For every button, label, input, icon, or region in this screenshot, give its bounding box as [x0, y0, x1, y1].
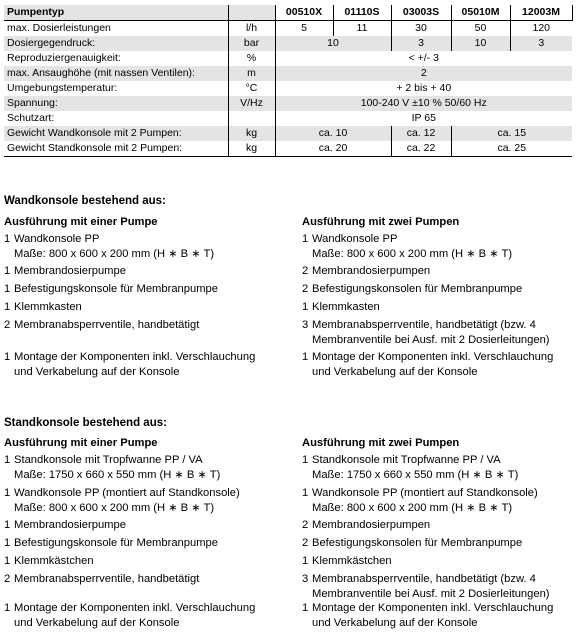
item-subtext: und Verkabelung auf der Konsole: [14, 366, 180, 378]
item-quantity: 1: [4, 265, 11, 277]
row-value: ca. 25: [451, 141, 572, 157]
row-label: max. Dosierleistungen: [4, 21, 228, 37]
row-value: 30: [391, 21, 451, 37]
row-label: Dosiergegendruck:: [4, 36, 228, 51]
item-subtext: Membranventile bei Ausf. mit 2 Dosierleitungen): [312, 334, 550, 346]
right-column-title: Ausführung mit zwei Pumpen: [302, 437, 460, 449]
row-value: IP 65: [275, 111, 572, 126]
row-value: 10: [451, 36, 510, 51]
list-item: [4, 554, 94, 569]
row-value: ca. 15: [451, 126, 572, 141]
item-text: Wandkonsole PP: [312, 233, 398, 245]
item-text: Montage der Komponenten inkl. Verschlauchung: [14, 602, 256, 614]
row-label: Schutzart:: [4, 111, 228, 126]
right-column-title: Ausführung mit zwei Pumpen: [302, 216, 460, 228]
row-label: Gewicht Standkonsole mit 2 Pumpen:: [4, 141, 228, 157]
item-text: Membrandosierpumpe: [14, 519, 126, 531]
list-item: [4, 282, 218, 297]
list-item: [302, 232, 512, 262]
header-label: Pumpentyp: [4, 5, 228, 21]
row-value: 3: [391, 36, 451, 51]
item-subtext: Maße: 800 x 600 x 200 mm (H ∗ B ∗ T): [14, 502, 215, 514]
item-quantity: 1: [4, 283, 11, 295]
item-subtext: Maße: 1750 x 660 x 550 mm (H ∗ B ∗ T): [14, 469, 221, 481]
item-subtext: Maße: 800 x 600 x 200 mm (H ∗ B ∗ T): [312, 502, 513, 514]
row-label: Spannung:: [4, 96, 228, 111]
list-item: [302, 300, 380, 315]
row-value: 11: [333, 21, 391, 37]
item-text: Membranabsperrventile, handbetätigt (bzw. 4: [312, 573, 536, 585]
left-column-title: Ausführung mit einer Pumpe: [4, 216, 158, 228]
table-row: [4, 21, 572, 37]
model-header-3: 05010M: [451, 5, 510, 21]
item-subtext: und Verkabelung auf der Konsole: [14, 617, 180, 629]
item-quantity: 1: [302, 301, 309, 313]
item-quantity: 3: [302, 573, 309, 585]
row-value: ca. 22: [391, 141, 451, 157]
table-row: [4, 111, 572, 126]
item-text: Membranabsperrventile, handbetätigt: [14, 319, 200, 331]
section-title: Standkonsole bestehend aus:: [4, 417, 167, 429]
list-item: [4, 453, 220, 483]
item-quantity: 1: [302, 555, 309, 567]
item-text: Klemmkasten: [312, 301, 380, 313]
item-quantity: 2: [302, 537, 309, 549]
row-label: Reproduziergenauigkeit:: [4, 51, 228, 66]
table-row: [4, 96, 572, 111]
item-quantity: 1: [302, 454, 309, 466]
row-unit: °C: [228, 81, 275, 96]
item-text: Wandkonsole PP (montiert auf Standkonsole): [312, 487, 538, 499]
item-subtext: Membranventile bei Ausf. mit 2 Dosierleitungen): [312, 588, 550, 600]
list-item: [302, 536, 522, 551]
item-text: Membrandosierpumpen: [312, 519, 431, 531]
row-value: + 2 bis + 40: [275, 81, 572, 96]
row-value: 50: [451, 21, 510, 37]
item-quantity: 1: [4, 555, 11, 567]
row-unit: m: [228, 66, 275, 81]
row-value: 10: [275, 36, 391, 51]
item-text: Befestigungskonsolen für Membranpumpe: [312, 283, 523, 295]
item-quantity: 1: [4, 233, 11, 245]
item-quantity: 1: [302, 602, 309, 614]
item-quantity: 1: [302, 487, 309, 499]
list-item: [4, 486, 240, 516]
pump-spec-table: [4, 5, 573, 157]
list-item: [4, 264, 126, 279]
list-item: [302, 264, 430, 279]
row-unit: %: [228, 51, 275, 66]
item-quantity: 1: [4, 454, 11, 466]
item-text: Befestigungskonsole für Membranpumpe: [14, 537, 218, 549]
item-text: Standkonsole mit Tropfwanne PP / VA: [14, 454, 203, 466]
item-quantity: 1: [302, 351, 309, 363]
table-row: [4, 141, 572, 157]
item-quantity: 1: [4, 351, 11, 363]
item-quantity: 2: [302, 519, 309, 531]
row-value: 100-240 V ±10 % 50/60 Hz: [275, 96, 572, 111]
item-text: Membranabsperrventile, handbetätigt (bzw. 4: [312, 319, 536, 331]
row-value: 3: [510, 36, 572, 51]
row-value: ca. 10: [275, 126, 391, 141]
table-row: [4, 51, 572, 66]
list-item: [4, 300, 82, 315]
section-title: Wandkonsole bestehend aus:: [4, 195, 166, 207]
list-item: [302, 572, 550, 602]
row-value: < +/- 3: [275, 51, 572, 66]
row-unit: kg: [228, 141, 275, 157]
item-quantity: 2: [302, 283, 309, 295]
item-quantity: 3: [302, 319, 309, 331]
item-quantity: 1: [302, 233, 309, 245]
item-text: Klemmkästchen: [14, 555, 94, 567]
item-quantity: 1: [4, 301, 11, 313]
list-item: [302, 318, 550, 348]
item-text: Montage der Komponenten inkl. Verschlauchung: [312, 351, 554, 363]
list-item: [302, 350, 553, 380]
row-value: 120: [510, 21, 572, 37]
item-quantity: 2: [4, 573, 11, 585]
item-subtext: und Verkabelung auf der Konsole: [312, 366, 478, 378]
item-text: Membranabsperrventile, handbetätigt: [14, 573, 200, 585]
item-quantity: 2: [302, 265, 309, 277]
list-item: [302, 453, 518, 483]
list-item: [302, 554, 392, 569]
item-text: Standkonsole mit Tropfwanne PP / VA: [312, 454, 501, 466]
item-text: Membrandosierpumpe: [14, 265, 126, 277]
row-label: max. Ansaughöhe (mit nassen Ventilen):: [4, 66, 228, 81]
item-quantity: 2: [4, 319, 11, 331]
row-label: Gewicht Wandkonsole mit 2 Pumpen:: [4, 126, 228, 141]
list-item: [4, 536, 218, 551]
table-row: [4, 36, 572, 51]
list-item: [302, 486, 538, 516]
model-header-2: 03003S: [391, 5, 451, 21]
item-text: Befestigungskonsolen für Membranpumpe: [312, 537, 523, 549]
table-row: [4, 126, 572, 141]
item-text: Membrandosierpumpen: [312, 265, 431, 277]
item-text: Montage der Komponenten inkl. Verschlauchung: [14, 351, 256, 363]
model-header-1: 01110S: [333, 5, 391, 21]
item-quantity: 1: [4, 537, 11, 549]
item-subtext: Maße: 800 x 600 x 200 mm (H ∗ B ∗ T): [312, 248, 513, 260]
row-value: ca. 20: [275, 141, 391, 157]
item-subtext: Maße: 800 x 600 x 200 mm (H ∗ B ∗ T): [14, 248, 215, 260]
list-item: [4, 350, 255, 380]
list-item: [4, 232, 214, 262]
list-item: [4, 318, 199, 333]
list-item: [302, 601, 553, 631]
item-text: Wandkonsole PP: [14, 233, 100, 245]
item-text: Montage der Komponenten inkl. Verschlauchung: [312, 602, 554, 614]
item-quantity: 1: [4, 602, 11, 614]
item-subtext: und Verkabelung auf der Konsole: [312, 617, 478, 629]
row-value: 2: [275, 66, 572, 81]
row-unit: V/Hz: [228, 96, 275, 111]
row-value: ca. 12: [391, 126, 451, 141]
table-row: [4, 81, 572, 96]
left-column-title: Ausführung mit einer Pumpe: [4, 437, 158, 449]
row-unit: bar: [228, 36, 275, 51]
list-item: [302, 282, 522, 297]
table-header-row: [4, 5, 572, 21]
item-quantity: 1: [4, 487, 11, 499]
model-header-0: 00510X: [275, 5, 333, 21]
list-item: [302, 518, 430, 533]
list-item: [4, 572, 199, 587]
row-unit: kg: [228, 126, 275, 141]
item-text: Befestigungskonsole für Membranpumpe: [14, 283, 218, 295]
item-text: Wandkonsole PP (montiert auf Standkonsole): [14, 487, 240, 499]
row-label: Umgebungstemperatur:: [4, 81, 228, 96]
row-unit: [228, 111, 275, 126]
table-row: [4, 66, 572, 81]
item-text: Klemmkasten: [14, 301, 82, 313]
list-item: [4, 518, 126, 533]
item-text: Klemmkästchen: [312, 555, 392, 567]
list-item: [4, 601, 255, 631]
row-unit: l/h: [228, 21, 275, 37]
row-value: 5: [275, 21, 333, 37]
header-unit-cell: [228, 5, 275, 21]
model-header-4: 12003M: [510, 5, 572, 21]
item-subtext: Maße: 1750 x 660 x 550 mm (H ∗ B ∗ T): [312, 469, 519, 481]
item-quantity: 1: [4, 519, 11, 531]
